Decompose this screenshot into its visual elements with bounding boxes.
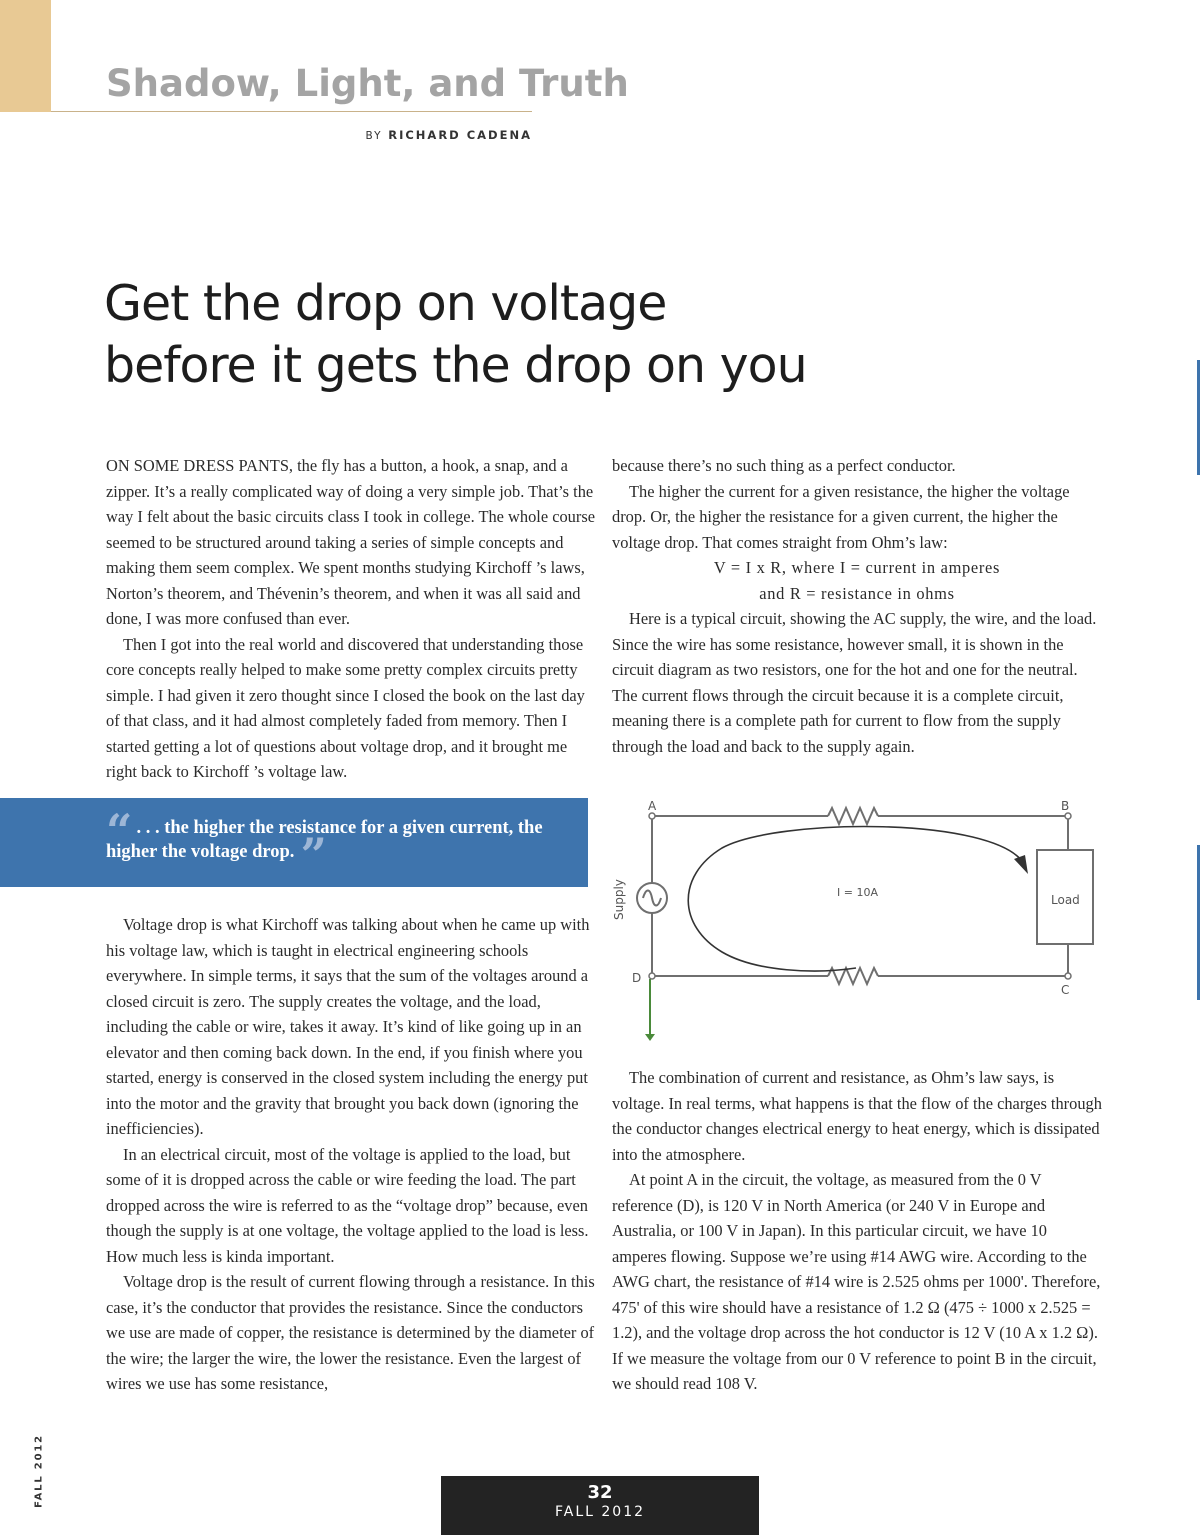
headline-line-1: Get the drop on voltage (104, 275, 667, 332)
hot-resistor (828, 808, 878, 824)
byline (366, 128, 532, 142)
current-label: I = 10A (837, 886, 878, 899)
side-issue-label: FALL 2012 (33, 1434, 45, 1508)
paragraph: The higher the current for a given resistance, the higher the voltage drop. Or, the higher the resistance for a given current, the higher the voltage drop. That comes straight from Ohm’s law: (612, 481, 1070, 552)
paragraph: Here is a typical circuit, showing the AC supply, the wire, and the load. Since the wire has some resistance, however small, it is shown in the circuit diagram as two resistors, one for the hot and one for the neutral. The current flows through the circuit because it is a complete circuit, meaning there is a complete path for current to flow from the supply through the load and back to the supply again. (612, 609, 1097, 756)
paragraph: ON SOME DRESS PANTS, the fly has a button, a hook, a snap, and a zipper. It’s a really complicated way of doing a very simple job. That’s the way I felt about the basic circuits class I took in college. The whole course seemed to be structured around taking a series of simple concepts and making them seem complex. We spent months studying Kirchoff ’s laws, Norton’s theorem, and Thévenin’s theorem, and when it was all said and done, I was more confused than ever. (106, 456, 595, 628)
paragraph: Then I got into the real world and discovered that understanding those core concepts really helped to make some pretty complex circuits pretty simple. I had given it zero thought since I closed the book on the last day of that class, and it had almost completely faded from memory. Then I started getting a lot of questions about voltage drop, and it brought me right back to Kirchoff ’s voltage law. (106, 634, 585, 781)
paragraph: Voltage drop is what Kirchoff was talking about when he came up with his voltage law, which is taught in electrical engineering schools everywhere. In simple terms, it says that the sum of the voltages around a closed circuit is zero. The supply creates the voltage, and the load, including the cable or wire, takes it away. It’s kind of like going up in an elevator and then coming back down. In the end, if you finish where you started, energy is conserved in the closed system including the energy put into the motor and the gravity that brought you back down (ignoring the inefficiencies). (106, 915, 590, 1138)
load-label: Load (1051, 893, 1080, 907)
article-headline (104, 273, 807, 397)
left-column-top (106, 453, 596, 785)
label-d: D (632, 971, 642, 985)
label-a: A (648, 799, 657, 813)
paragraph: The combination of current and resistance, as Ohm’s law says, is voltage. In real terms, what happens is that the flow of the charges through the conductor changes electrical energy to heat energy, which is dissipated into the atmosphere. (612, 1068, 1102, 1164)
pull-quote-text: . . . the higher the resistance for a given current, the higher the voltage drop. (106, 818, 543, 862)
page-footer (441, 1476, 759, 1535)
paragraph: At point A in the circuit, the voltage, as measured from the 0 V reference (D), is 120 V in North America (or 240 V in Europe and Australia, or 100 V in Japan). In this particular circuit, we have 10 amperes flowing. Suppose we’re using #14 AWG wire. According to the AWG chart, the resistance of #14 wire is 2.525 ohms per 1000'. Therefore, 475' of this wire should have a resistance of 1.2 Ω (475 ÷ 1000 x 2.525 = 1.2), and the voltage drop across the hot conductor is 12 V (10 A x 1.2 Ω). If we measure the voltage from our 0 V reference to point B in the circuit, we should read 108 V. (612, 1170, 1101, 1393)
title-rule (51, 111, 532, 112)
terminal-c (1065, 973, 1071, 979)
ground-icon (645, 1034, 655, 1041)
ohms-law-definition: and R = resistance in ohms (759, 583, 955, 603)
author-name: RICHARD CADENA (388, 128, 532, 142)
headline-line-2: before it gets the drop on you (104, 337, 807, 394)
pull-quote-text-block (106, 804, 576, 882)
right-column-top (612, 453, 1102, 759)
sine-wave-icon (643, 891, 661, 906)
issue-label: FALL 2012 (554, 1504, 646, 1520)
label-c: C (1061, 983, 1070, 997)
section-color-tab (0, 0, 51, 112)
terminal-d (649, 973, 655, 979)
byline-prefix: BY (365, 130, 383, 142)
supply-label: Supply (612, 879, 626, 920)
paragraph: In an electrical circuit, most of the voltage is applied to the load, but some of it is dropped across the cable or wire feeding the load. The part dropped across the wire is referred to as the “voltage drop” because, even though the supply is at one voltage, the voltage applied to the load is less. How much less is kinda important. (106, 1144, 589, 1266)
left-column-bottom (106, 912, 596, 1397)
right-column-bottom (612, 1065, 1102, 1397)
pull-quote (0, 798, 588, 887)
open-quote-icon: “ (106, 804, 133, 858)
close-quote-icon: ” (300, 828, 327, 882)
arrowhead-icon (1014, 855, 1028, 874)
paragraph: Voltage drop is the result of current flowing through a resistance. In this case, it’s the conductor that provides the resistance. Since the conductors we use are made of copper, the resistance is determined by the diameter of the wire; the larger the wire, the lower the resistance. Even the largest of wires we use has some resistance, (106, 1272, 595, 1393)
circuit-diagram (606, 792, 1100, 1044)
paragraph: because there’s no such thing as a perfect conductor. (612, 456, 956, 475)
ohms-law-formula: V = I x R, where I = current in amperes (713, 558, 1001, 577)
terminal-a (649, 813, 655, 819)
page-number: 32 (587, 1482, 613, 1503)
label-b: B (1061, 799, 1070, 813)
terminal-b (1065, 813, 1071, 819)
column-title: Shadow, Light, and Truth (106, 62, 629, 105)
